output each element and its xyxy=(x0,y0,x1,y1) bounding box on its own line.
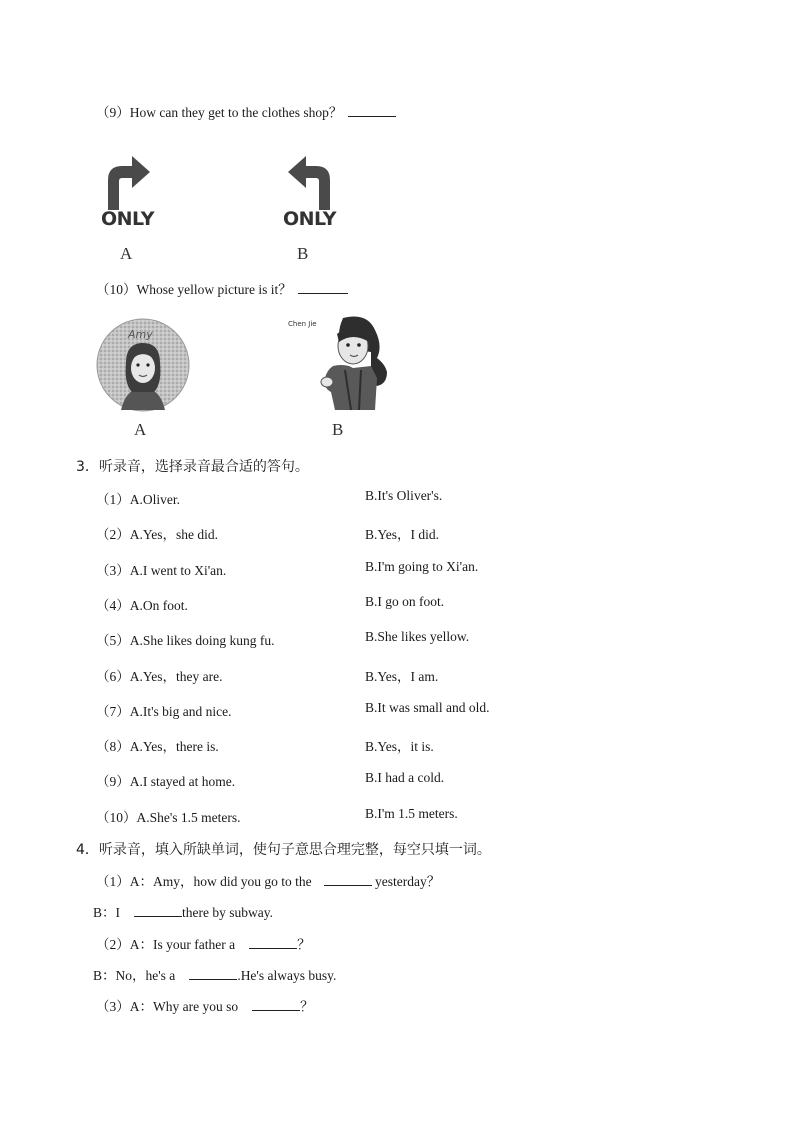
chen-jie-portrait-icon xyxy=(315,312,395,412)
option-label: A xyxy=(120,244,133,263)
line-text: there by subway. xyxy=(182,905,273,920)
item-number: （9） xyxy=(96,774,130,790)
choice-row xyxy=(96,523,218,543)
choice-row xyxy=(96,594,188,614)
option-a[interactable]: A.She likes doing kung fu. xyxy=(129,633,275,649)
right-turn-only-sign xyxy=(98,150,158,230)
left-turn-only-sign xyxy=(280,150,340,230)
option-b[interactable]: B.I had a cold. xyxy=(365,770,445,786)
fill-line-4 xyxy=(93,964,336,984)
option-b[interactable]: B.It's Oliver's. xyxy=(365,488,443,503)
choice-row xyxy=(96,665,223,685)
item-number: （7） xyxy=(96,703,130,719)
option-b[interactable]: B.It was small and old. xyxy=(365,699,490,715)
left-turn-arrow-icon xyxy=(280,150,340,212)
right-turn-arrow-icon xyxy=(98,150,158,212)
chen-jie-caption: Chen Jie xyxy=(288,320,317,328)
line-text: .He's always busy. xyxy=(237,968,337,983)
question-9 xyxy=(96,101,396,121)
question-number: （10） xyxy=(96,282,137,297)
option-b[interactable]: B.I'm 1.5 meters. xyxy=(365,805,458,821)
option-b[interactable]: B.I'm going to Xi'an. xyxy=(365,558,479,574)
question-text: How can they get to the clothes shop？ xyxy=(129,105,343,120)
question-text: Whose yellow picture is it？ xyxy=(136,282,292,297)
line-text: ？ xyxy=(300,999,314,1014)
answer-blank[interactable] xyxy=(134,904,182,917)
line-text: A：Is your father a xyxy=(129,937,236,952)
option-b[interactable]: B.Yes，I did. xyxy=(365,527,440,543)
item-number: （8） xyxy=(96,739,130,755)
line-text: A：Why are you so xyxy=(129,999,239,1014)
answer-blank[interactable] xyxy=(189,967,237,980)
choice-row xyxy=(96,700,232,720)
option-a[interactable]: A.It's big and nice. xyxy=(129,703,232,719)
option-label: A xyxy=(134,420,147,439)
question-number: （9） xyxy=(96,105,130,120)
line-text: yesterday？ xyxy=(375,874,441,889)
item-number: （3） xyxy=(96,999,130,1014)
choice-row xyxy=(96,735,219,755)
option-a[interactable]: A.On foot. xyxy=(129,597,188,613)
item-number: （5） xyxy=(96,633,130,649)
choice-row xyxy=(96,629,275,649)
line-text: B：I xyxy=(93,905,120,920)
fill-line-5 xyxy=(96,995,314,1015)
item-number: （3） xyxy=(96,562,130,578)
option-a[interactable]: A.Yes，they are. xyxy=(129,668,223,684)
option-label: B xyxy=(297,244,309,263)
option-a[interactable]: A.Yes，she did. xyxy=(129,527,219,543)
item-number: （1） xyxy=(96,874,130,889)
option-a[interactable]: A.I went to Xi'an. xyxy=(129,562,227,578)
question-10 xyxy=(96,278,348,298)
option-b[interactable]: B.Yes，it is. xyxy=(365,739,434,755)
option-a[interactable]: A.I stayed at home. xyxy=(129,774,236,790)
option-a[interactable]: A.Oliver. xyxy=(129,492,180,507)
line-text: ？ xyxy=(297,937,311,952)
option-b[interactable]: B.She likes yellow. xyxy=(365,629,470,645)
answer-blank[interactable] xyxy=(298,281,348,294)
choice-row xyxy=(96,559,226,579)
answer-blank[interactable] xyxy=(324,873,372,886)
amy-picture xyxy=(96,318,190,412)
option-a[interactable]: A.Yes，there is. xyxy=(129,739,219,755)
option-b[interactable]: B.I go on foot. xyxy=(365,593,445,609)
option-a[interactable]: A.She's 1.5 meters. xyxy=(136,809,241,825)
choice-row xyxy=(96,806,241,826)
answer-blank[interactable] xyxy=(252,998,300,1011)
badge-name-text: Amy xyxy=(128,328,153,341)
fill-line-3 xyxy=(96,933,311,953)
item-number: （2） xyxy=(96,527,130,543)
choice-row xyxy=(96,488,180,508)
item-number: （2） xyxy=(96,937,130,952)
item-number: （1） xyxy=(96,492,130,507)
section-3-heading: 3．听录音，选择录音最合适的答句。 xyxy=(76,459,309,475)
fill-line-1 xyxy=(96,870,440,890)
line-text: B：No，he's a xyxy=(93,968,176,983)
sign-text: ONLY xyxy=(101,208,154,230)
item-number: （6） xyxy=(96,668,130,684)
option-label: B xyxy=(332,420,344,439)
line-text: A：Amy，how did you go to the xyxy=(129,874,312,889)
chen-jie-picture xyxy=(315,312,395,412)
section-4-heading: 4．听录音，填入所缺单词，使句子意思合理完整，每空只填一词。 xyxy=(76,842,491,858)
item-number: （4） xyxy=(96,597,130,613)
answer-blank[interactable] xyxy=(348,104,396,117)
item-number: （10） xyxy=(96,809,137,825)
option-b[interactable]: B.Yes，I am. xyxy=(365,668,439,684)
choice-row xyxy=(96,770,235,790)
sign-text: ONLY xyxy=(283,208,336,230)
answer-blank[interactable] xyxy=(249,936,297,949)
fill-line-2 xyxy=(93,901,273,921)
